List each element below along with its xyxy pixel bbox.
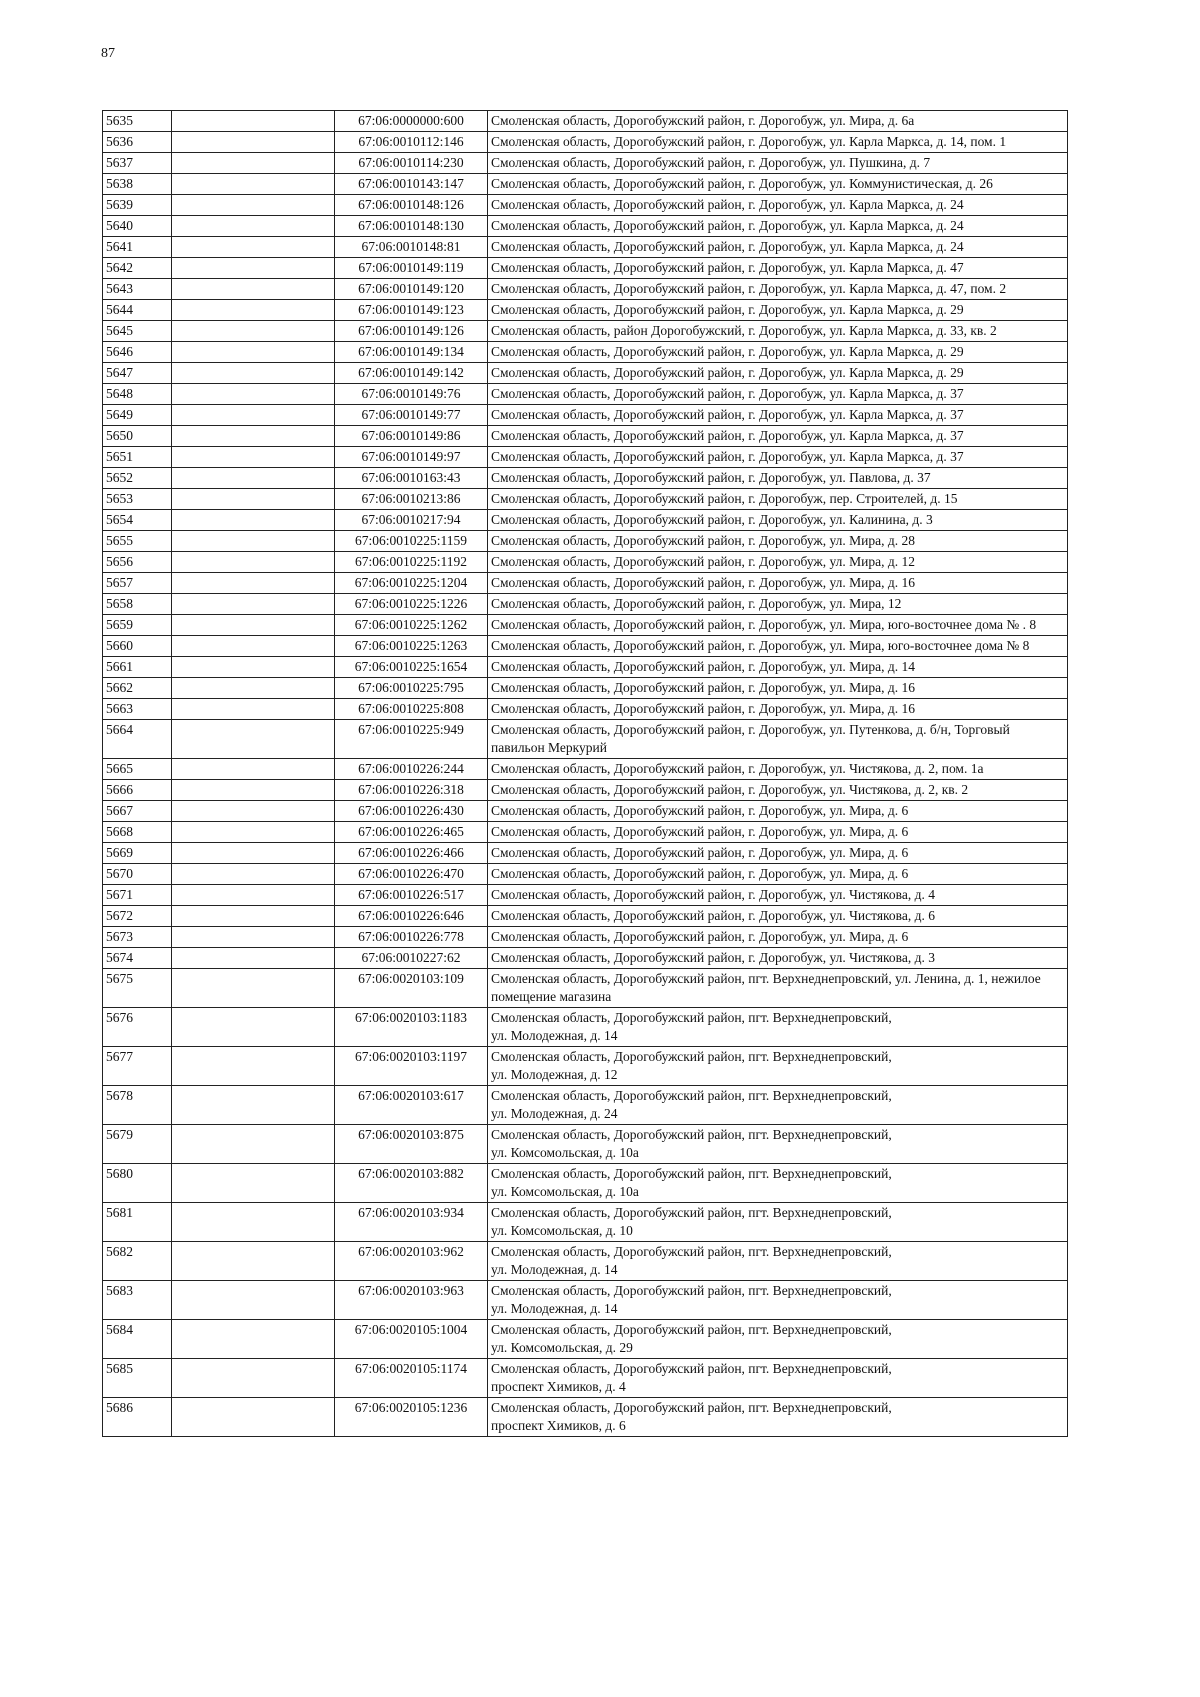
cadastral-number-cell: 67:06:0010213:86 — [335, 489, 488, 510]
empty-cell — [172, 552, 335, 573]
address-cell: Смоленская область, Дорогобужский район, г. Дорогобуж, ул. Пушкина, д. 7 — [488, 153, 1068, 174]
row-number-cell: 5679 — [103, 1125, 172, 1164]
address-cell: Смоленская область, Дорогобужский район, пгт. Верхнеднепровский, ул. Ленина, д. 1, нежилое помещение магазина — [488, 969, 1068, 1008]
table-row — [103, 279, 1068, 300]
address-cell: Смоленская область, Дорогобужский район, г. Дорогобуж, ул. Чистякова, д. 3 — [488, 948, 1068, 969]
table-row — [103, 1398, 1068, 1437]
address-cell: Смоленская область, Дорогобужский район, пгт. Верхнеднепровский, проспект Химиков, д. 6 — [488, 1398, 1068, 1437]
row-number-cell: 5648 — [103, 384, 172, 405]
row-number-cell: 5665 — [103, 759, 172, 780]
address-cell: Смоленская область, Дорогобужский район, г. Дорогобуж, пер. Строителей, д. 15 — [488, 489, 1068, 510]
row-number-cell: 5667 — [103, 801, 172, 822]
empty-cell — [172, 699, 335, 720]
row-number-cell: 5674 — [103, 948, 172, 969]
empty-cell — [172, 906, 335, 927]
empty-cell — [172, 615, 335, 636]
empty-cell — [172, 1125, 335, 1164]
row-number-cell: 5676 — [103, 1008, 172, 1047]
row-number-cell: 5670 — [103, 864, 172, 885]
row-number-cell: 5651 — [103, 447, 172, 468]
cadastral-number-cell: 67:06:0010225:1204 — [335, 573, 488, 594]
empty-cell — [172, 657, 335, 678]
address-cell: Смоленская область, Дорогобужский район, г. Дорогобуж, ул. Мира, д. 16 — [488, 678, 1068, 699]
table-row — [103, 759, 1068, 780]
address-cell: Смоленская область, Дорогобужский район, г. Дорогобуж, ул. Мира, д. 16 — [488, 573, 1068, 594]
row-number-cell: 5637 — [103, 153, 172, 174]
row-number-cell: 5656 — [103, 552, 172, 573]
empty-cell — [172, 216, 335, 237]
address-cell: Смоленская область, Дорогобужский район, г. Дорогобуж, ул. Карла Маркса, д. 29 — [488, 300, 1068, 321]
address-cell: Смоленская область, Дорогобужский район, г. Дорогобуж, ул. Мира, юго-восточнее дома № . 8 — [488, 615, 1068, 636]
address-cell: Смоленская область, Дорогобужский район, г. Дорогобуж, ул. Карла Маркса, д. 24 — [488, 195, 1068, 216]
table-row — [103, 552, 1068, 573]
address-cell: Смоленская область, Дорогобужский район, г. Дорогобуж, ул. Мира, д. 6 — [488, 801, 1068, 822]
cadastral-number-cell: 67:06:0010148:130 — [335, 216, 488, 237]
cadastral-number-cell: 67:06:0010149:86 — [335, 426, 488, 447]
table-row — [103, 822, 1068, 843]
row-number-cell: 5663 — [103, 699, 172, 720]
cadastral-number-cell: 67:06:0010112:146 — [335, 132, 488, 153]
cadastral-number-cell: 67:06:0000000:600 — [335, 111, 488, 132]
row-number-cell: 5684 — [103, 1320, 172, 1359]
row-number-cell: 5636 — [103, 132, 172, 153]
address-cell: Смоленская область, Дорогобужский район, пгт. Верхнеднепровский, ул. Молодежная, д. 12 — [488, 1047, 1068, 1086]
address-cell: Смоленская область, Дорогобужский район, г. Дорогобуж, ул. Коммунистическая, д. 26 — [488, 174, 1068, 195]
empty-cell — [172, 258, 335, 279]
address-cell: Смоленская область, Дорогобужский район, г. Дорогобуж, ул. Мира, д. 12 — [488, 552, 1068, 573]
row-number-cell: 5666 — [103, 780, 172, 801]
table-row — [103, 1086, 1068, 1125]
empty-cell — [172, 1047, 335, 1086]
row-number-cell: 5655 — [103, 531, 172, 552]
table-row — [103, 948, 1068, 969]
empty-cell — [172, 1086, 335, 1125]
empty-cell — [172, 759, 335, 780]
cadastral-number-cell: 67:06:0020103:882 — [335, 1164, 488, 1203]
cadastral-number-cell: 67:06:0010226:244 — [335, 759, 488, 780]
row-number-cell: 5672 — [103, 906, 172, 927]
empty-cell — [172, 489, 335, 510]
cadastral-number-cell: 67:06:0010149:76 — [335, 384, 488, 405]
row-number-cell: 5647 — [103, 363, 172, 384]
table-row — [103, 678, 1068, 699]
table-row — [103, 801, 1068, 822]
address-cell: Смоленская область, Дорогобужский район, г. Дорогобуж, ул. Мира, д. 6 — [488, 843, 1068, 864]
cadastral-number-cell: 67:06:0020103:875 — [335, 1125, 488, 1164]
table-row — [103, 489, 1068, 510]
table-row — [103, 153, 1068, 174]
empty-cell — [172, 843, 335, 864]
table-row — [103, 468, 1068, 489]
address-cell: Смоленская область, Дорогобужский район, г. Дорогобуж, ул. Мира, д. 16 — [488, 699, 1068, 720]
table-row — [103, 300, 1068, 321]
empty-cell — [172, 510, 335, 531]
empty-cell — [172, 1281, 335, 1320]
cadastral-number-cell: 67:06:0020103:109 — [335, 969, 488, 1008]
row-number-cell: 5644 — [103, 300, 172, 321]
address-cell: Смоленская область, Дорогобужский район, г. Дорогобуж, ул. Карла Маркса, д. 37 — [488, 384, 1068, 405]
row-number-cell: 5654 — [103, 510, 172, 531]
cadastral-number-cell: 67:06:0010149:97 — [335, 447, 488, 468]
address-cell: Смоленская область, Дорогобужский район, пгт. Верхнеднепровский, ул. Комсомольская, д. 10а — [488, 1125, 1068, 1164]
row-number-cell: 5643 — [103, 279, 172, 300]
empty-cell — [172, 363, 335, 384]
table-row — [103, 657, 1068, 678]
table-row — [103, 864, 1068, 885]
cadastral-number-cell: 67:06:0010114:230 — [335, 153, 488, 174]
table-row — [103, 216, 1068, 237]
cadastral-number-cell: 67:06:0020103:1197 — [335, 1047, 488, 1086]
cadastral-number-cell: 67:06:0010149:77 — [335, 405, 488, 426]
row-number-cell: 5640 — [103, 216, 172, 237]
table-row — [103, 573, 1068, 594]
registry-table — [102, 110, 1068, 1437]
empty-cell — [172, 321, 335, 342]
empty-cell — [172, 174, 335, 195]
cadastral-number-cell: 67:06:0010225:1263 — [335, 636, 488, 657]
table-row — [103, 1008, 1068, 1047]
empty-cell — [172, 447, 335, 468]
empty-cell — [172, 801, 335, 822]
cadastral-number-cell: 67:06:0020103:934 — [335, 1203, 488, 1242]
table-row — [103, 636, 1068, 657]
table-row — [103, 594, 1068, 615]
table-row — [103, 699, 1068, 720]
empty-cell — [172, 405, 335, 426]
empty-cell — [172, 573, 335, 594]
table-row — [103, 906, 1068, 927]
row-number-cell: 5641 — [103, 237, 172, 258]
row-number-cell: 5669 — [103, 843, 172, 864]
row-number-cell: 5671 — [103, 885, 172, 906]
cadastral-number-cell: 67:06:0020105:1004 — [335, 1320, 488, 1359]
row-number-cell: 5645 — [103, 321, 172, 342]
empty-cell — [172, 780, 335, 801]
empty-cell — [172, 300, 335, 321]
empty-cell — [172, 1203, 335, 1242]
cadastral-number-cell: 67:06:0010143:147 — [335, 174, 488, 195]
row-number-cell: 5646 — [103, 342, 172, 363]
row-number-cell: 5686 — [103, 1398, 172, 1437]
cadastral-number-cell: 67:06:0010226:646 — [335, 906, 488, 927]
address-cell: Смоленская область, Дорогобужский район, г. Дорогобуж, ул. Мира, д. 14 — [488, 657, 1068, 678]
row-number-cell: 5677 — [103, 1047, 172, 1086]
empty-cell — [172, 1164, 335, 1203]
cadastral-number-cell: 67:06:0010225:1159 — [335, 531, 488, 552]
empty-cell — [172, 1359, 335, 1398]
empty-cell — [172, 1320, 335, 1359]
cadastral-number-cell: 67:06:0020105:1174 — [335, 1359, 488, 1398]
address-cell: Смоленская область, Дорогобужский район, г. Дорогобуж, ул. Мира, юго-восточнее дома № 8 — [488, 636, 1068, 657]
address-cell: Смоленская область, Дорогобужский район, г. Дорогобуж, ул. Карла Маркса, д. 37 — [488, 426, 1068, 447]
cadastral-number-cell: 67:06:0020103:1183 — [335, 1008, 488, 1047]
table-row — [103, 321, 1068, 342]
table-row — [103, 969, 1068, 1008]
cadastral-number-cell: 67:06:0010148:126 — [335, 195, 488, 216]
address-cell: Смоленская область, Дорогобужский район, г. Дорогобуж, ул. Мира, д. 6 — [488, 864, 1068, 885]
address-cell: Смоленская область, Дорогобужский район, г. Дорогобуж, ул. Карла Маркса, д. 29 — [488, 363, 1068, 384]
address-cell: Смоленская область, Дорогобужский район, г. Дорогобуж, ул. Чистякова, д. 6 — [488, 906, 1068, 927]
address-cell: Смоленская область, Дорогобужский район, г. Дорогобуж, ул. Чистякова, д. 2, пом. 1а — [488, 759, 1068, 780]
empty-cell — [172, 279, 335, 300]
address-cell: Смоленская область, Дорогобужский район, пгт. Верхнеднепровский, ул. Комсомольская, д. 10а — [488, 1164, 1068, 1203]
address-cell: Смоленская область, Дорогобужский район, пгт. Верхнеднепровский, ул. Молодежная, д. 24 — [488, 1086, 1068, 1125]
table-row — [103, 1164, 1068, 1203]
row-number-cell: 5675 — [103, 969, 172, 1008]
empty-cell — [172, 132, 335, 153]
cadastral-number-cell: 67:06:0020103:617 — [335, 1086, 488, 1125]
row-number-cell: 5683 — [103, 1281, 172, 1320]
table-row — [103, 885, 1068, 906]
table-row — [103, 426, 1068, 447]
cadastral-number-cell: 67:06:0010226:466 — [335, 843, 488, 864]
cadastral-number-cell: 67:06:0010149:134 — [335, 342, 488, 363]
row-number-cell: 5682 — [103, 1242, 172, 1281]
empty-cell — [172, 237, 335, 258]
address-cell: Смоленская область, Дорогобужский район, г. Дорогобуж, ул. Мира, д. 6 — [488, 927, 1068, 948]
cadastral-number-cell: 67:06:0010149:123 — [335, 300, 488, 321]
empty-cell — [172, 342, 335, 363]
table-row — [103, 1359, 1068, 1398]
page-number: 87 — [101, 46, 115, 61]
address-cell: Смоленская область, Дорогобужский район, пгт. Верхнеднепровский, ул. Комсомольская, д. 29 — [488, 1320, 1068, 1359]
address-cell: Смоленская область, Дорогобужский район, пгт. Верхнеднепровский, ул. Молодежная, д. 14 — [488, 1242, 1068, 1281]
cadastral-number-cell: 67:06:0010225:795 — [335, 678, 488, 699]
table-row — [103, 1281, 1068, 1320]
table-row — [103, 1242, 1068, 1281]
table-row — [103, 342, 1068, 363]
cadastral-number-cell: 67:06:0010227:62 — [335, 948, 488, 969]
empty-cell — [172, 822, 335, 843]
row-number-cell: 5681 — [103, 1203, 172, 1242]
row-number-cell: 5642 — [103, 258, 172, 279]
address-cell: Смоленская область, Дорогобужский район, пгт. Верхнеднепровский, ул. Комсомольская, д. 10 — [488, 1203, 1068, 1242]
empty-cell — [172, 153, 335, 174]
empty-cell — [172, 111, 335, 132]
cadastral-number-cell: 67:06:0010148:81 — [335, 237, 488, 258]
empty-cell — [172, 195, 335, 216]
address-cell: Смоленская область, Дорогобужский район, г. Дорогобуж, ул. Калинина, д. 3 — [488, 510, 1068, 531]
table-row — [103, 132, 1068, 153]
cadastral-number-cell: 67:06:0010217:94 — [335, 510, 488, 531]
cadastral-number-cell: 67:06:0010149:120 — [335, 279, 488, 300]
empty-cell — [172, 864, 335, 885]
address-cell: Смоленская область, Дорогобужский район, г. Дорогобуж, ул. Карла Маркса, д. 14, пом. 1 — [488, 132, 1068, 153]
table-row — [103, 174, 1068, 195]
table-row — [103, 363, 1068, 384]
cadastral-number-cell: 67:06:0020103:962 — [335, 1242, 488, 1281]
empty-cell — [172, 426, 335, 447]
row-number-cell: 5659 — [103, 615, 172, 636]
table-row — [103, 405, 1068, 426]
row-number-cell: 5657 — [103, 573, 172, 594]
row-number-cell: 5685 — [103, 1359, 172, 1398]
empty-cell — [172, 1008, 335, 1047]
empty-cell — [172, 384, 335, 405]
cadastral-number-cell: 67:06:0020105:1236 — [335, 1398, 488, 1437]
cadastral-number-cell: 67:06:0010226:517 — [335, 885, 488, 906]
cadastral-number-cell: 67:06:0010226:430 — [335, 801, 488, 822]
address-cell: Смоленская область, Дорогобужский район, г. Дорогобуж, ул. Мира, д. 28 — [488, 531, 1068, 552]
cadastral-number-cell: 67:06:0010225:1262 — [335, 615, 488, 636]
table-row — [103, 111, 1068, 132]
cadastral-number-cell: 67:06:0010226:470 — [335, 864, 488, 885]
table-row — [103, 1320, 1068, 1359]
empty-cell — [172, 678, 335, 699]
empty-cell — [172, 927, 335, 948]
cadastral-number-cell: 67:06:0010226:778 — [335, 927, 488, 948]
cadastral-number-cell: 67:06:0010149:119 — [335, 258, 488, 279]
row-number-cell: 5652 — [103, 468, 172, 489]
cadastral-number-cell: 67:06:0010149:142 — [335, 363, 488, 384]
row-number-cell: 5668 — [103, 822, 172, 843]
row-number-cell: 5658 — [103, 594, 172, 615]
table-row — [103, 1047, 1068, 1086]
address-cell: Смоленская область, Дорогобужский район, г. Дорогобуж, ул. Карла Маркса, д. 29 — [488, 342, 1068, 363]
cadastral-number-cell: 67:06:0010226:465 — [335, 822, 488, 843]
empty-cell — [172, 636, 335, 657]
cadastral-number-cell: 67:06:0010226:318 — [335, 780, 488, 801]
cadastral-number-cell: 67:06:0010163:43 — [335, 468, 488, 489]
table-row — [103, 258, 1068, 279]
table-row — [103, 510, 1068, 531]
cadastral-number-cell: 67:06:0010225:949 — [335, 720, 488, 759]
address-cell: Смоленская область, Дорогобужский район, г. Дорогобуж, ул. Павлова, д. 37 — [488, 468, 1068, 489]
row-number-cell: 5661 — [103, 657, 172, 678]
address-cell: Смоленская область, Дорогобужский район, г. Дорогобуж, ул. Мира, д. 6а — [488, 111, 1068, 132]
address-cell: Смоленская область, Дорогобужский район, г. Дорогобуж, ул. Карла Маркса, д. 47 — [488, 258, 1068, 279]
table-row — [103, 447, 1068, 468]
cadastral-number-cell: 67:06:0020103:963 — [335, 1281, 488, 1320]
row-number-cell: 5639 — [103, 195, 172, 216]
table-row — [103, 1125, 1068, 1164]
row-number-cell: 5649 — [103, 405, 172, 426]
cadastral-number-cell: 67:06:0010225:1192 — [335, 552, 488, 573]
empty-cell — [172, 1398, 335, 1437]
registry-table-body — [103, 111, 1068, 1437]
table-row — [103, 843, 1068, 864]
row-number-cell: 5673 — [103, 927, 172, 948]
empty-cell — [172, 885, 335, 906]
address-cell: Смоленская область, Дорогобужский район, г. Дорогобуж, ул. Карла Маркса, д. 24 — [488, 216, 1068, 237]
address-cell: Смоленская область, Дорогобужский район, г. Дорогобуж, ул. Карла Маркса, д. 47, пом. 2 — [488, 279, 1068, 300]
address-cell: Смоленская область, Дорогобужский район, г. Дорогобуж, ул. Карла Маркса, д. 37 — [488, 447, 1068, 468]
table-row — [103, 237, 1068, 258]
row-number-cell: 5664 — [103, 720, 172, 759]
address-cell: Смоленская область, Дорогобужский район, г. Дорогобуж, ул. Карла Маркса, д. 37 — [488, 405, 1068, 426]
row-number-cell: 5662 — [103, 678, 172, 699]
table-row — [103, 780, 1068, 801]
address-cell: Смоленская область, Дорогобужский район, г. Дорогобуж, ул. Мира, д. 6 — [488, 822, 1068, 843]
table-row — [103, 1203, 1068, 1242]
address-cell: Смоленская область, Дорогобужский район, пгт. Верхнеднепровский, проспект Химиков, д. 4 — [488, 1359, 1068, 1398]
address-cell: Смоленская область, Дорогобужский район, г. Дорогобуж, ул. Мира, 12 — [488, 594, 1068, 615]
address-cell: Смоленская область, Дорогобужский район, пгт. Верхнеднепровский, ул. Молодежная, д. 14 — [488, 1281, 1068, 1320]
empty-cell — [172, 531, 335, 552]
empty-cell — [172, 969, 335, 1008]
cadastral-number-cell: 67:06:0010149:126 — [335, 321, 488, 342]
address-cell: Смоленская область, Дорогобужский район, г. Дорогобуж, ул. Карла Маркса, д. 24 — [488, 237, 1068, 258]
cadastral-number-cell: 67:06:0010225:808 — [335, 699, 488, 720]
row-number-cell: 5650 — [103, 426, 172, 447]
table-row — [103, 720, 1068, 759]
address-cell: Смоленская область, Дорогобужский район, г. Дорогобуж, ул. Чистякова, д. 4 — [488, 885, 1068, 906]
address-cell: Смоленская область, Дорогобужский район, пгт. Верхнеднепровский, ул. Молодежная, д. 14 — [488, 1008, 1068, 1047]
row-number-cell: 5653 — [103, 489, 172, 510]
table-row — [103, 927, 1068, 948]
empty-cell — [172, 1242, 335, 1281]
address-cell: Смоленская область, Дорогобужский район, г. Дорогобуж, ул. Чистякова, д. 2, кв. 2 — [488, 780, 1068, 801]
cadastral-number-cell: 67:06:0010225:1226 — [335, 594, 488, 615]
row-number-cell: 5635 — [103, 111, 172, 132]
empty-cell — [172, 948, 335, 969]
empty-cell — [172, 468, 335, 489]
table-row — [103, 615, 1068, 636]
table-row — [103, 195, 1068, 216]
row-number-cell: 5638 — [103, 174, 172, 195]
table-row — [103, 531, 1068, 552]
table-row — [103, 384, 1068, 405]
empty-cell — [172, 594, 335, 615]
empty-cell — [172, 720, 335, 759]
row-number-cell: 5678 — [103, 1086, 172, 1125]
cadastral-number-cell: 67:06:0010225:1654 — [335, 657, 488, 678]
row-number-cell: 5680 — [103, 1164, 172, 1203]
address-cell: Смоленская область, район Дорогобужский, г. Дорогобуж, ул. Карла Маркса, д. 33, кв. 2 — [488, 321, 1068, 342]
address-cell: Смоленская область, Дорогобужский район, г. Дорогобуж, ул. Путенкова, д. б/н, Торговый павильон Меркурий — [488, 720, 1068, 759]
row-number-cell: 5660 — [103, 636, 172, 657]
